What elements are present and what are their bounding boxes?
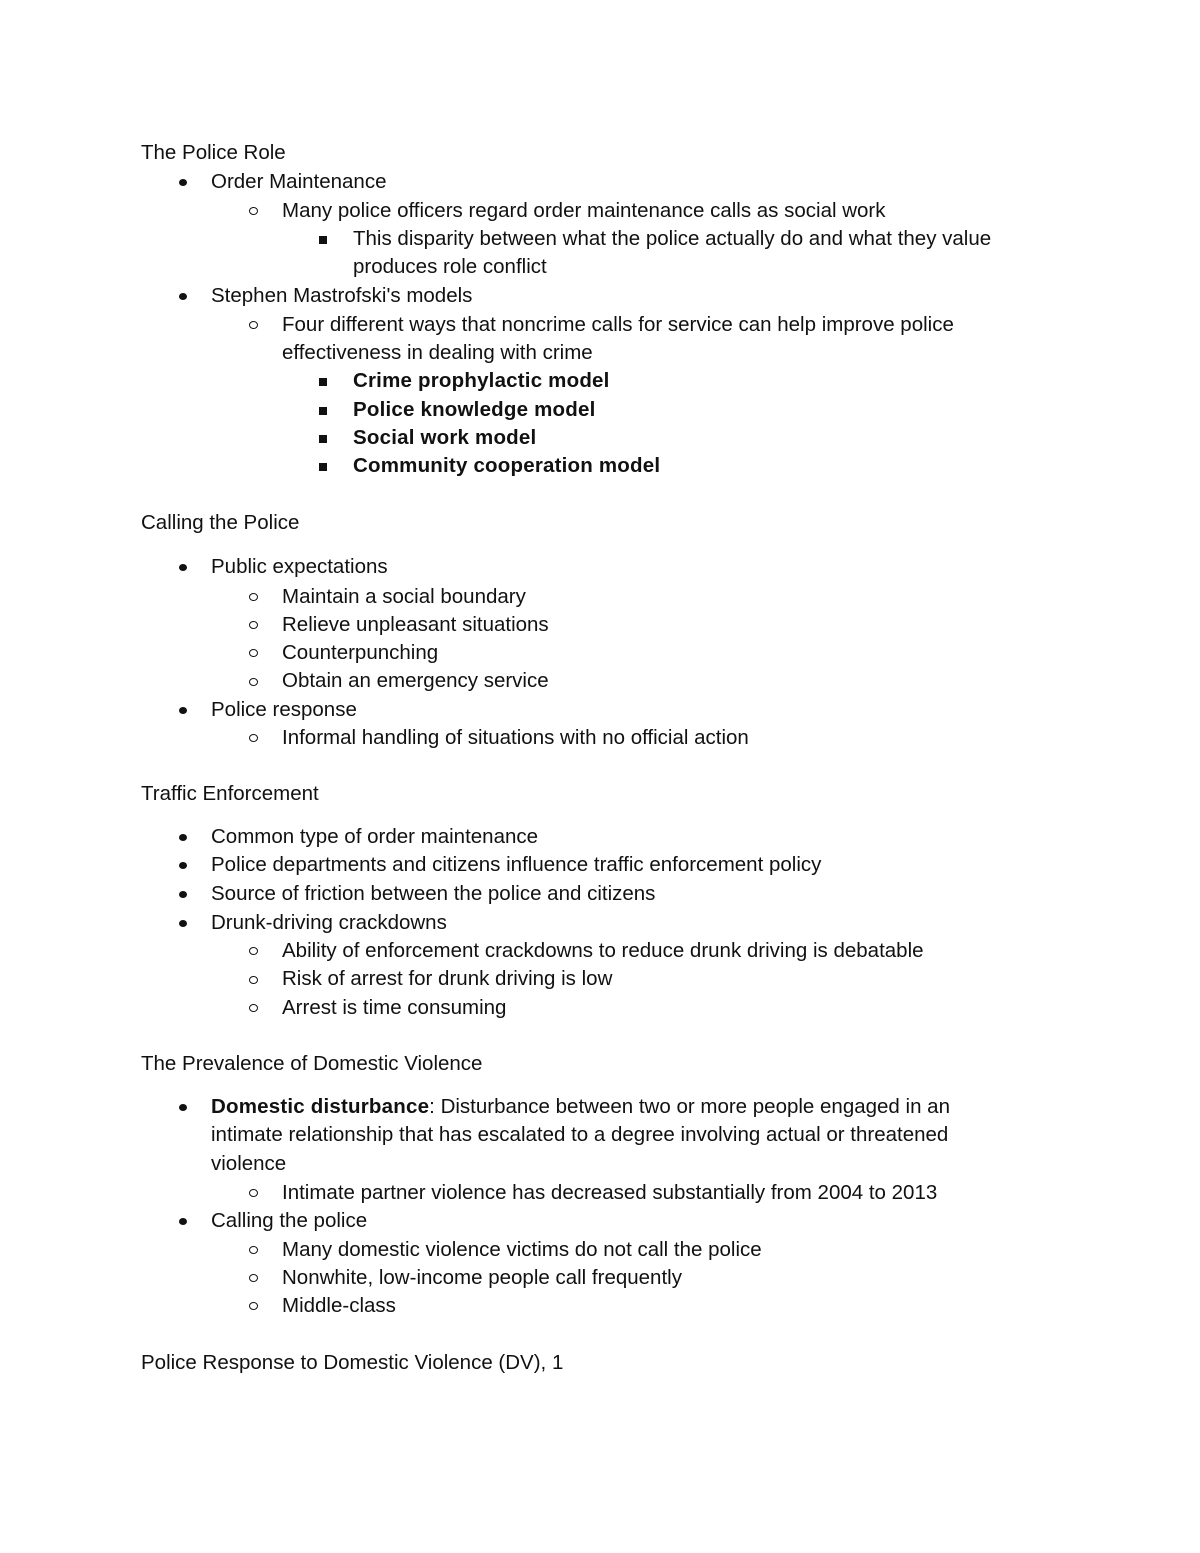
list-item: Public expectations	[211, 555, 388, 578]
list-item-continuation: effectiveness in dealing with crime	[282, 341, 593, 364]
list-item: Calling the police	[211, 1209, 368, 1232]
list-item: Maintain a social boundary	[282, 585, 526, 608]
list-item-continuation: violence	[211, 1152, 287, 1175]
list-item: Obtain an emergency service	[282, 669, 549, 692]
list-item: Arrest is time consuming	[282, 996, 507, 1019]
list-item: Police departments and citizens influence traffic enforcement policy	[211, 853, 822, 876]
list-item-bold: Crime prophylactic model	[353, 369, 610, 392]
bullet-circle	[249, 1004, 258, 1012]
bullet-square	[319, 463, 327, 471]
bullet-disc	[179, 891, 187, 898]
bullet-square	[319, 378, 327, 386]
bullet-square	[319, 236, 327, 244]
list-item: Informal handling of situations with no official action	[282, 726, 749, 749]
list-item: Nonwhite, low-income people call frequently	[282, 1266, 682, 1289]
list-item: Middle-class	[282, 1294, 396, 1317]
definition-term: Domestic disturbance	[211, 1095, 430, 1118]
section-heading-dv-police-response: Police Response to Domestic Violence (DV), 1	[141, 1351, 564, 1374]
list-item-continuation: intimate relationship that has escalated to a degree involving actual or threatened	[211, 1123, 949, 1146]
bullet-disc	[179, 1104, 187, 1111]
bullet-circle	[249, 1246, 258, 1254]
list-item: This disparity between what the police actually do and what they value	[353, 227, 992, 250]
section-heading-calling-police: Calling the Police	[141, 511, 300, 534]
list-item: Source of friction between the police and citizens	[211, 882, 656, 905]
bullet-disc	[179, 862, 187, 869]
bullet-square	[319, 435, 327, 443]
section-heading-dv-prevalence: The Prevalence of Domestic Violence	[141, 1052, 483, 1075]
bullet-disc	[179, 834, 187, 841]
list-item: Ability of enforcement crackdowns to reduce drunk driving is debatable	[282, 939, 924, 962]
bullet-disc	[179, 293, 187, 300]
bullet-circle	[249, 1302, 258, 1310]
list-item-definition	[211, 1093, 950, 1121]
list-item-continuation: produces role conflict	[353, 255, 547, 278]
list-item-bold: Community cooperation model	[353, 454, 661, 477]
list-item-bold: Social work model	[353, 426, 537, 449]
list-item: Counterpunching	[282, 641, 439, 664]
bullet-disc	[179, 1218, 187, 1225]
bullet-circle	[249, 207, 258, 215]
bullet-circle	[249, 678, 258, 686]
list-item: Relieve unpleasant situations	[282, 613, 549, 636]
section-heading-traffic-enforcement: Traffic Enforcement	[141, 782, 319, 805]
bullet-circle	[249, 1274, 258, 1282]
bullet-circle	[249, 734, 258, 742]
bullet-square	[319, 407, 327, 415]
section-heading-police-role: The Police Role	[141, 141, 286, 164]
list-item: Common type of order maintenance	[211, 825, 539, 848]
bullet-circle	[249, 1189, 258, 1197]
bullet-circle	[249, 593, 258, 601]
bullet-circle	[249, 947, 258, 955]
bullet-disc	[179, 707, 187, 714]
list-item: Intimate partner violence has decreased substantially from 2004 to 2013	[282, 1181, 938, 1204]
list-item: Drunk-driving crackdowns	[211, 911, 447, 934]
list-item-bold: Police knowledge model	[353, 398, 596, 421]
definition-text: : Disturbance between two or more people engaged in an	[429, 1095, 950, 1118]
list-item: Four different ways that noncrime calls for service can help improve police	[282, 313, 954, 336]
bullet-circle	[249, 649, 258, 657]
list-item: Many police officers regard order maintenance calls as social work	[282, 199, 886, 222]
bullet-circle	[249, 621, 258, 629]
list-item: Stephen Mastrofski's models	[211, 284, 473, 307]
bullet-disc	[179, 564, 187, 571]
bullet-disc	[179, 920, 187, 927]
bullet-circle	[249, 321, 258, 329]
bullet-disc	[179, 179, 187, 186]
list-item: Risk of arrest for drunk driving is low	[282, 967, 613, 990]
list-item: Order Maintenance	[211, 170, 387, 193]
list-item: Many domestic violence victims do not call the police	[282, 1238, 762, 1261]
list-item: Police response	[211, 698, 357, 721]
bullet-circle	[249, 976, 258, 984]
